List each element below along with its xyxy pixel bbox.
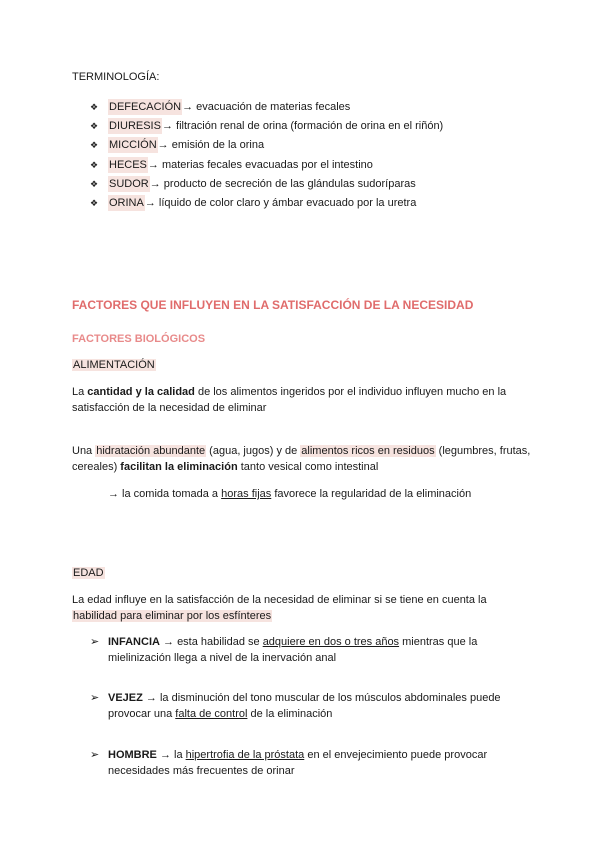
text: favorece la regularidad de la eliminación bbox=[271, 488, 472, 500]
term: ORINA bbox=[109, 197, 144, 210]
arrowhead-bullet-icon: ➢ bbox=[90, 692, 100, 704]
list-item bbox=[90, 174, 443, 193]
list-item-hombre bbox=[90, 747, 530, 779]
diamond-bullet-icon: ❖ bbox=[90, 120, 99, 131]
underlined-text: adquiere en dos o tres años bbox=[262, 636, 400, 648]
list-item bbox=[90, 193, 443, 212]
text: (agua, jugos) y de bbox=[206, 445, 301, 457]
term: SUDOR bbox=[109, 177, 149, 190]
underlined-text: horas fijas bbox=[221, 488, 272, 500]
terminology-list bbox=[90, 97, 443, 213]
text: de la eliminación bbox=[247, 708, 333, 720]
diamond-bullet-icon: ❖ bbox=[90, 140, 99, 151]
text: de los alimentos ingeridos por el individuo influyen mucho en la satisfacción de la necesidad de eliminar bbox=[72, 386, 507, 414]
highlighted-text: hidratación abundante bbox=[96, 445, 206, 457]
highlighted-text: habilidad para eliminar por los esfínteres bbox=[73, 610, 272, 622]
diamond-bullet-icon: ❖ bbox=[90, 101, 99, 112]
text: → la comida tomada a bbox=[108, 488, 222, 500]
bullet-text bbox=[108, 634, 530, 666]
term-definition: → producto de secreción de las glándulas sudoríparas bbox=[149, 177, 416, 190]
text: en el envejecimiento puede provocar necesidades más frecuentes de orinar bbox=[108, 749, 488, 777]
text: → la bbox=[156, 749, 186, 761]
bullet-text bbox=[108, 747, 530, 779]
bold-text: HOMBRE bbox=[108, 749, 157, 761]
list-item bbox=[90, 155, 443, 174]
arrowhead-bullet-icon: ➢ bbox=[90, 636, 100, 648]
bold-text: cantidad y la calidad bbox=[87, 386, 195, 398]
alimentacion-paragraph-1 bbox=[72, 384, 532, 416]
edad-intro bbox=[72, 592, 532, 624]
text: La edad influye en la satisfacción de la necesidad de eliminar si se tiene en cuenta la bbox=[72, 594, 487, 606]
term: DEFECACIÓN bbox=[109, 100, 182, 113]
edad-title-text: EDAD bbox=[73, 567, 104, 579]
highlighted-text: alimentos ricos en residuos bbox=[301, 445, 435, 457]
bold-text: VEJEZ bbox=[108, 692, 143, 704]
list-item-infancia bbox=[90, 634, 530, 666]
bullet-text bbox=[108, 690, 530, 722]
term-definition: → materias fecales evacuadas por el intestino bbox=[147, 158, 373, 171]
underlined-text: hipertrofia de la próstata bbox=[185, 749, 305, 761]
bold-text: facilitan la eliminación bbox=[120, 461, 238, 473]
term-definition: → evacuación de materias fecales bbox=[182, 100, 351, 113]
term: DIURESIS bbox=[109, 119, 161, 132]
text: → esta habilidad se bbox=[159, 636, 263, 648]
list-item bbox=[90, 116, 443, 135]
section-subheading: FACTORES BIOLÓGICOS bbox=[72, 333, 206, 345]
arrowhead-bullet-icon: ➢ bbox=[90, 749, 100, 761]
text: mientras que la mielinización llega a nivel de la inervación anal bbox=[108, 636, 478, 664]
text: tanto vesical como intestinal bbox=[237, 461, 379, 473]
text: La bbox=[72, 386, 88, 398]
underlined-text: falta de control bbox=[175, 708, 248, 720]
section-heading: FACTORES QUE INFLUYEN EN LA SATISFACCIÓN DE LA NECESIDAD bbox=[72, 298, 474, 312]
list-item bbox=[90, 97, 443, 116]
alimentacion-title bbox=[72, 357, 156, 373]
list-item-vejez bbox=[90, 690, 530, 722]
terminology-title: TERMINOLOGÍA: bbox=[72, 71, 160, 83]
term-definition: → filtración renal de orina (formación de orina en el riñón) bbox=[161, 119, 444, 132]
term: HECES bbox=[109, 158, 147, 171]
term: MICCIÓN bbox=[109, 139, 157, 152]
text: Una bbox=[72, 445, 96, 457]
text: (legumbres, frutas, cereales) bbox=[72, 445, 531, 473]
diamond-bullet-icon: ❖ bbox=[90, 178, 99, 189]
alimentacion-paragraph-3 bbox=[108, 486, 471, 502]
alimentacion-paragraph-2 bbox=[72, 443, 532, 475]
list-item bbox=[90, 136, 443, 155]
diamond-bullet-icon: ❖ bbox=[90, 159, 99, 170]
diamond-bullet-icon: ❖ bbox=[90, 198, 99, 209]
bold-text: INFANCIA bbox=[108, 636, 160, 648]
term-definition: → líquido de color claro y ámbar evacuado por la uretra bbox=[144, 197, 417, 210]
edad-title bbox=[72, 565, 105, 581]
term-definition: → emisión de la orina bbox=[157, 139, 265, 152]
text: → la disminución del tono muscular de los músculos abdominales puede provocar una bbox=[108, 692, 501, 720]
alimentacion-title-text: ALIMENTACIÓN bbox=[73, 359, 155, 371]
